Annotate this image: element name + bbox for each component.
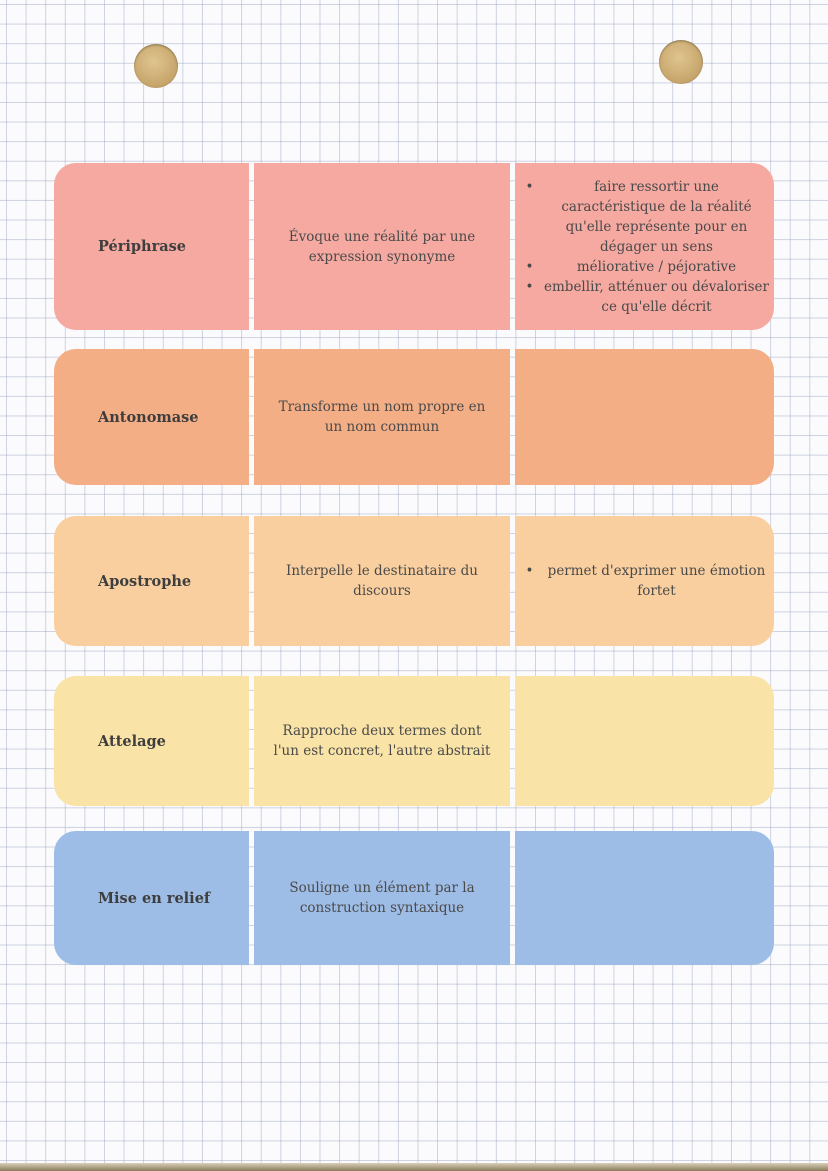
- table-row: [54, 676, 774, 806]
- term-cell: [54, 516, 249, 646]
- table-row: [54, 831, 774, 965]
- binder-hole-right: [659, 40, 703, 84]
- effect-item: • méliorative / péjorative: [520, 257, 770, 277]
- term-label: Apostrophe: [98, 572, 192, 590]
- binder-hole-left: [134, 44, 178, 88]
- effects-list: [520, 177, 770, 317]
- definition-cell: [254, 349, 510, 485]
- effects-list: [520, 561, 770, 601]
- table-row: [54, 163, 774, 330]
- definition-text: Souligne un élément par la construction syntaxique: [289, 880, 475, 916]
- term-cell: [54, 349, 249, 485]
- paper-edge: [0, 1163, 828, 1171]
- term-label: Mise en relief: [98, 889, 211, 907]
- term-cell: [54, 163, 249, 330]
- definition-text: Rapproche deux termes dont l'un est concret, l'autre abstrait: [273, 723, 491, 759]
- table-row: [54, 349, 774, 485]
- effects-cell: [515, 831, 774, 965]
- definition-cell: [254, 831, 510, 965]
- effects-cell: [515, 516, 774, 646]
- table-row: [54, 516, 774, 646]
- definition-cell: [254, 516, 510, 646]
- term-label: Antonomase: [98, 408, 199, 426]
- effect-item: • permet d'exprimer une émotion fortet: [520, 561, 770, 601]
- definition-text: Évoque une réalité par une expression synonyme: [288, 228, 476, 265]
- effects-cell: [515, 163, 774, 330]
- effects-cell: [515, 676, 774, 806]
- term-cell: [54, 831, 249, 965]
- term-cell: [54, 676, 249, 806]
- effect-item: • embellir, atténuer ou dévaloriser ce qu'elle décrit: [520, 277, 770, 317]
- definition-text: Transforme un nom propre en un nom commun: [278, 399, 486, 435]
- definition-cell: [254, 676, 510, 806]
- term-label: Attelage: [98, 732, 166, 750]
- definition-text: Interpelle le destinataire du discours: [286, 563, 478, 599]
- effect-item: • faire ressortir une caractéristique de la réalité qu'elle représente pour en dégager un sens: [520, 177, 770, 257]
- effects-cell: [515, 349, 774, 485]
- term-label: Périphrase: [98, 238, 186, 255]
- definition-cell: [254, 163, 510, 330]
